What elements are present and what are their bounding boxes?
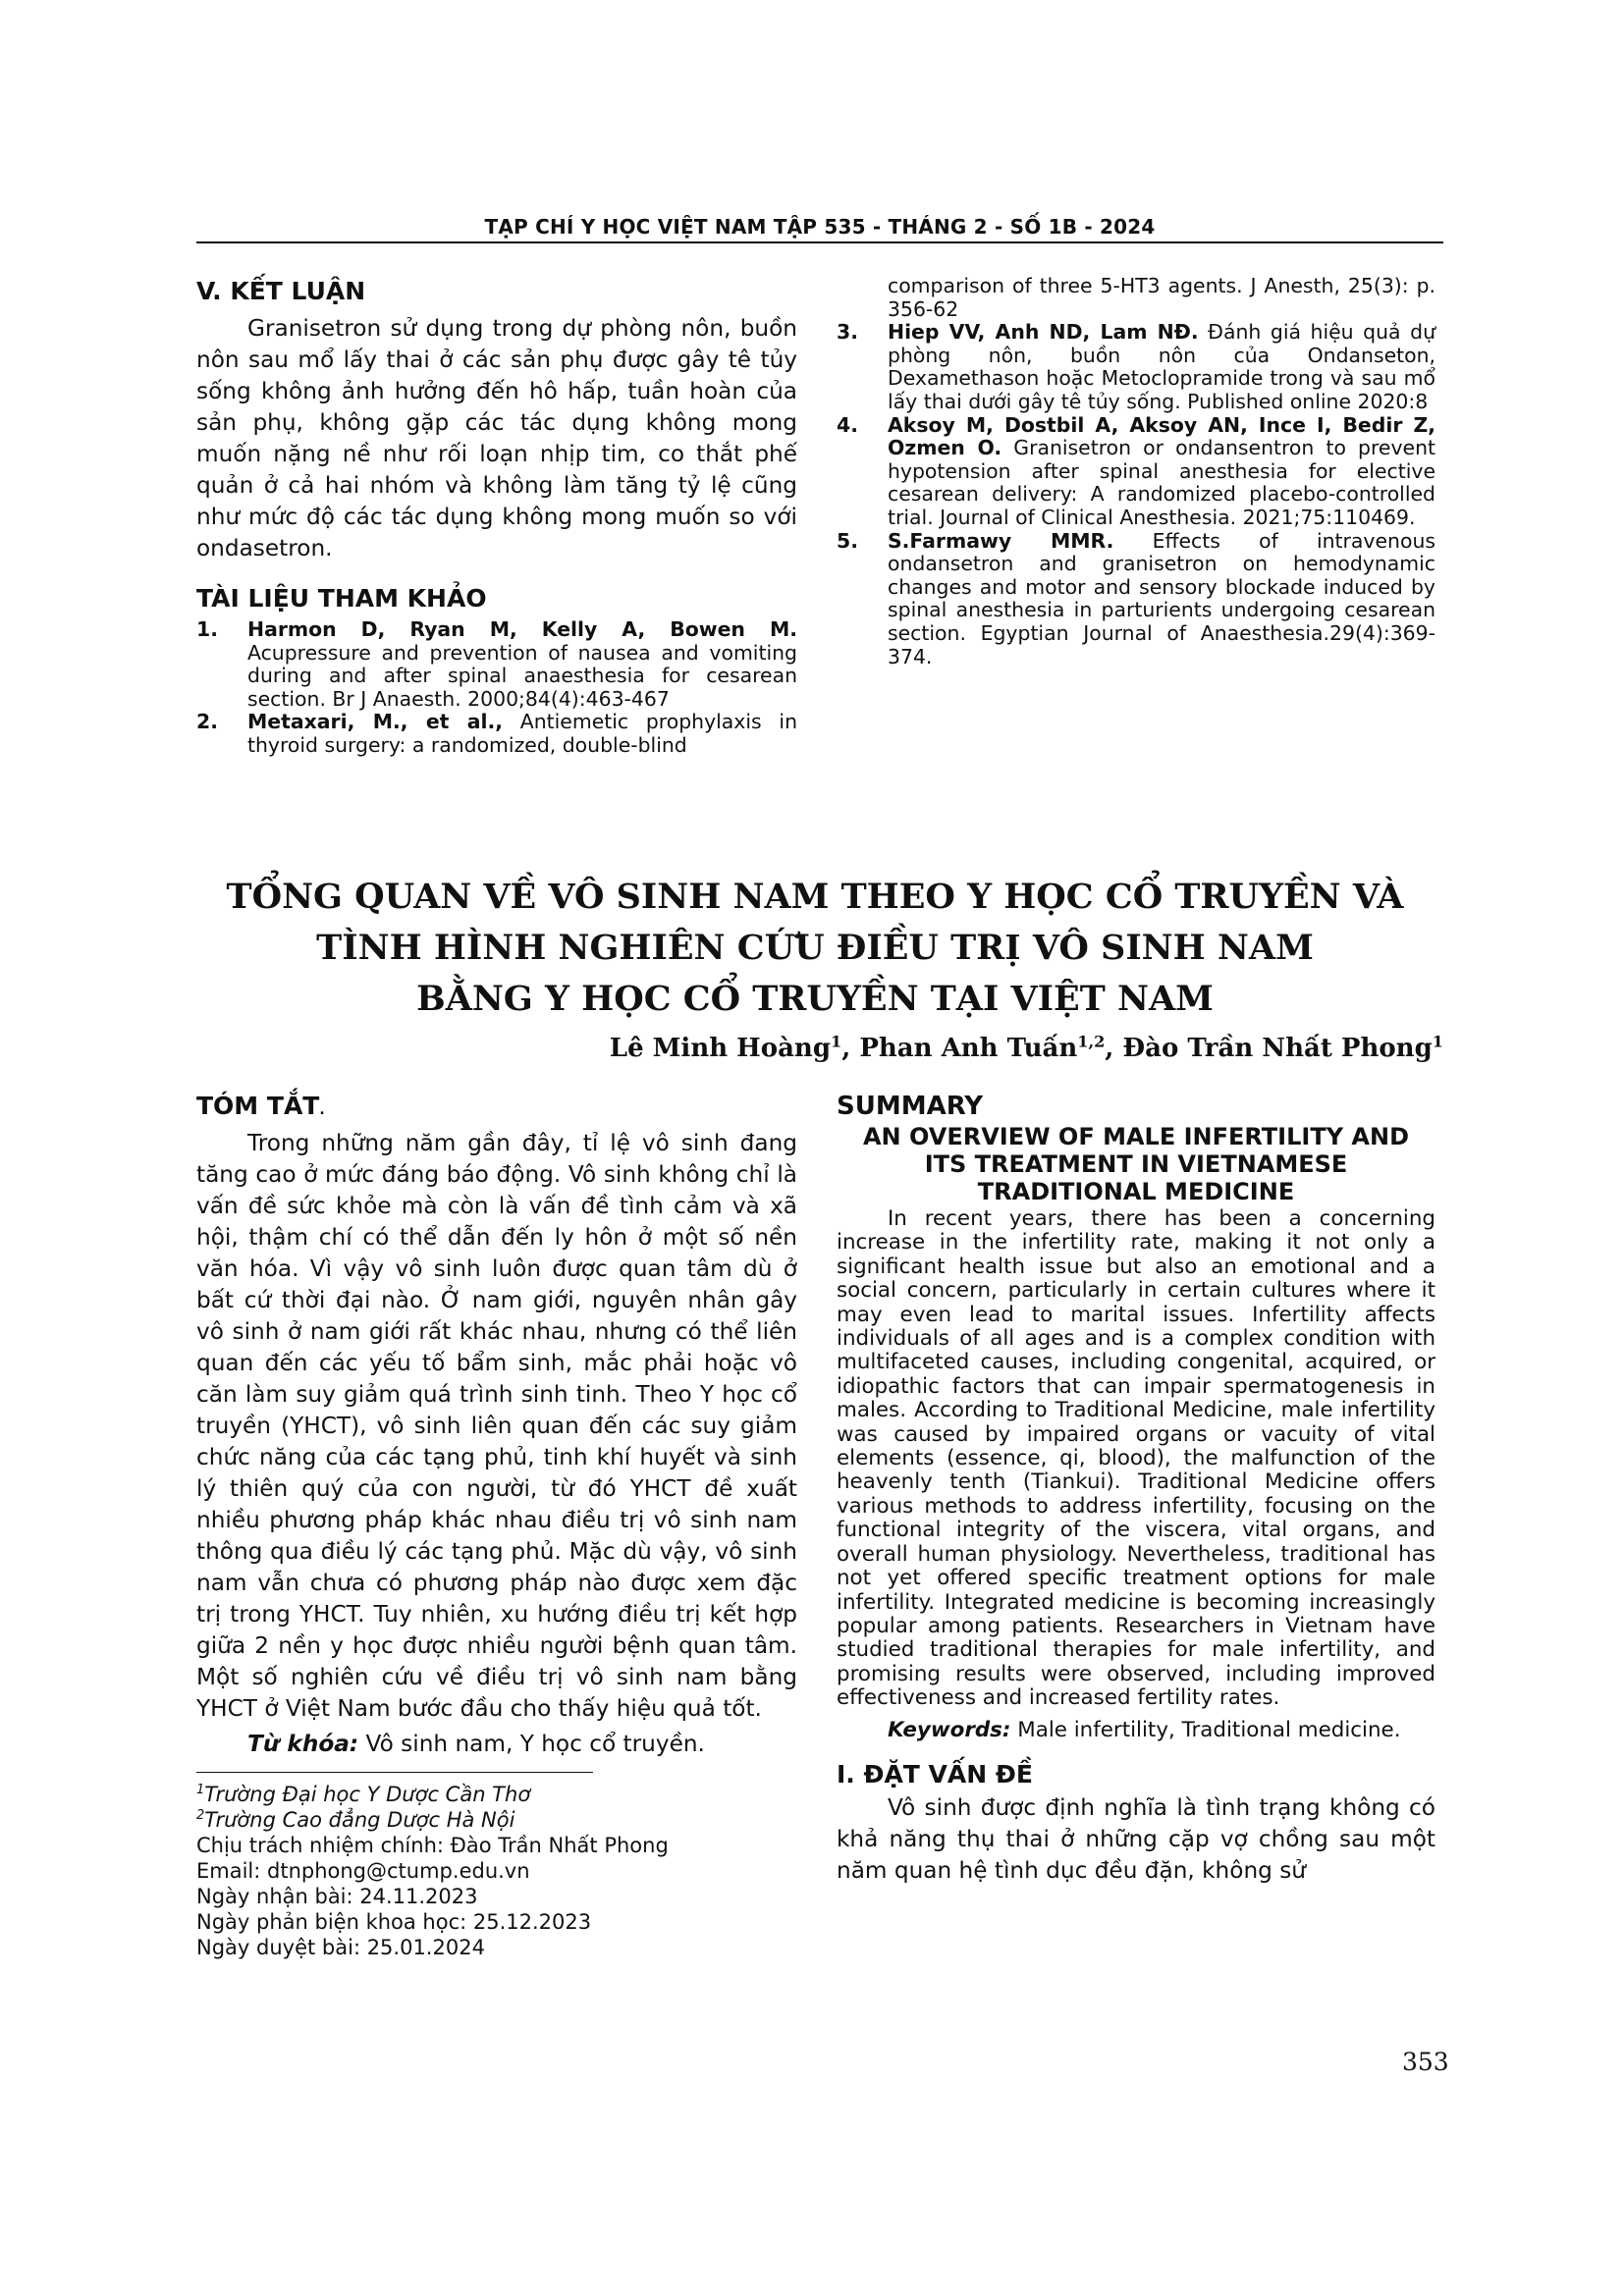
reference-item <box>837 530 1435 669</box>
abstract-vi-text: Trong những năm gần đây, tỉ lệ vô sinh đang tăng cao ở mức đáng báo động. Vô sinh không chỉ là vấn đề sức khỏe mà còn là vấn đề tình cảm và xã hội, thậm chí có thể dẫn đến ly hôn ở một số nền văn hóa. Vì vậy vô sinh luôn được quan tâm dù ở bất cứ thời đại nào. Ở nam giới, nguyên nhân gây vô sinh ở nam giới rất khác nhau, nhưng có thể liên quan đến các yếu tố bẩm sinh, mắc phải hoặc vô căn làm suy giảm quá trình sinh tinh. Theo Y học cổ truyền (YHCT), vô sinh liên quan đến các suy giảm chức năng của các tạng phủ, tinh khí huyết và sinh lý thiên quý của con người, từ đó YHCT đề xuất nhiều phương pháp khác nhau điều trị vô sinh nam thông qua điều lý các tạng phủ. Mặc dù vậy, vô sinh nam vẫn chưa có phương pháp nào được xem đặc trị trong YHCT. Tuy nhiên, xu hướng điều trị kết hợp giữa 2 nền y học được nhiều người bệnh quan tâm. Một số nghiên cứu về điều trị vô sinh nam bằng YHCT ở Việt Nam bước đầu cho thấy hiệu quả tốt. <box>196 1130 797 1722</box>
reference-authors: Metaxari, M., et al., <box>247 710 504 734</box>
authors-line: Lê Minh Hoàng$^1$, Phan Anh Tuấn$^{1,2}$, Đào Trần Nhất Phong$^1$ <box>609 1032 1443 1063</box>
reference-number: 3. <box>837 320 858 345</box>
page-number: 353 <box>1402 2048 1449 2076</box>
keywords-label: Keywords: <box>888 1717 1011 1742</box>
footnote-affiliation-2: $^2$Trường Cao đẳng Dược Hà Nội <box>196 1808 515 1832</box>
reference-item <box>196 618 797 711</box>
author-name: Lê Minh Hoàng <box>609 1034 832 1063</box>
reference-text: Đánh giá hiệu quả dự phòng nôn, buồn nôn của Ondanseton, Dexamethason hoặc Metoclopramide trong và sau mổ lấy thai dưới gây tê tủy sống. Published online 2020:8 <box>888 320 1435 413</box>
reference-item <box>837 414 1435 530</box>
keywords-label: Từ khóa: <box>247 1731 359 1757</box>
keywords-text: Vô sinh nam, Y học cổ truyền. <box>358 1731 705 1757</box>
reference-item <box>196 711 797 757</box>
reference-text: Antiemetic prophylaxis in thyroid surgery: a randomized, double-blind <box>247 710 797 757</box>
running-header: TẠP CHÍ Y HỌC VIỆT NAM TẬP 535 - THÁNG 2 - SỐ 1B - 2024 <box>484 215 1156 239</box>
conclusion-heading: V. KẾT LUẬN <box>196 277 366 305</box>
reference-authors: Aksoy M, Dostbil A, Aksoy AN, Ince I, Bedir Z, Ozmen O. <box>888 412 1435 460</box>
reference-number: 4. <box>837 412 858 437</box>
summary-title-line: ITS TREATMENT IN VIETNAMESE <box>924 1150 1348 1178</box>
author-affiliation: 1 <box>831 1032 842 1051</box>
article-title-line: TỔNG QUAN VỀ VÔ SINH NAM THEO Y HỌC CỔ TRUYỀN VÀ <box>226 877 1404 917</box>
reference-text: Effects of intravenous ondansetron and granisetron on hemodynamic changes and motor and sensory blockade induced by spinal anesthesia in parturients undergoing cesarean section. Egyptian Journal of Anaesthesia.29(4):369-374. <box>888 528 1435 668</box>
introduction-heading: I. ĐẶT VẤN ĐỀ <box>837 1759 1033 1789</box>
author-name: Phan Anh Tuấn <box>859 1034 1078 1063</box>
reference-authors: S.Farmawy MMR. <box>888 528 1114 553</box>
reference-authors: Hiep VV, Anh ND, Lam NĐ. <box>888 320 1199 345</box>
summary-title-line: TRADITIONAL MEDICINE <box>977 1178 1295 1205</box>
article-title-line: BẰNG Y HỌC CỔ TRUYỀN TẠI VIỆT NAM <box>416 979 1214 1019</box>
abstract-vi-section <box>196 1092 797 1760</box>
summary-text: In recent years, there has been a concerning increase in the infertility rate, making it not only a significant health issue but also an emotional and a social concern, particularly in certain cultures where it may even lead to marital issues. Infertility affects individuals of all ages and is a complex condition with multifaceted causes, including congenital, acquired, or idiopathic factors that can impair spermatogenesis in males. According to Traditional Medicine, male infertility was caused by impaired organs or vacuity of vital elements (essence, qi, blood), the malfunction of the heavenly tenth (Tiankui). Traditional Medicine offers various methods to address infertility, focusing on the functional integrity of the viscera, vital organs, and overall human physiology. Nevertheless, traditional has not yet offered specific treatment options for male infertility. Integrated medicine is becoming increasingly popular among patients. Researchers in Vietnam have studied traditional therapies for male infertility, and promising results were observed, including improved effectiveness and increased fertility rates. <box>837 1206 1435 1711</box>
reference-text: Granisetron or ondansentron to prevent hypotension after spinal anesthesia for elective cesarean delivery: A randomized placebo-controlled trial. Journal of Clinical Anesthesia. 2021;75:110469. <box>888 436 1435 529</box>
introduction-text: Vô sinh được định nghĩa là tình trạng không có khả năng thụ thai ở những cặp vợ chồng sau một năm quan hệ tình dục đều đặn, không sử <box>837 1793 1435 1884</box>
references-heading: TÀI LIỆU THAM KHẢO <box>196 584 487 613</box>
footnote-affiliation-1: $^1$Trường Đại học Y Dược Cần Thơ <box>196 1783 531 1806</box>
abstract-vi-heading-text: TÓM TẮT <box>196 1092 320 1120</box>
reference-number: 5. <box>837 528 858 553</box>
author-affiliation: 1,2 <box>1077 1032 1106 1051</box>
abstract-vi-heading <box>196 1092 797 1120</box>
summary-en-section <box>837 1092 1435 1887</box>
reference-text: Acupressure and prevention of nausea and vomiting during and after spinal anaesthesia for cesarean section. Br J Anaesth. 2000;84(4):463-467 <box>247 640 797 711</box>
footnote-reviewed: Ngày phản biện khoa học: 25.12.2023 <box>196 1910 592 1934</box>
footnote-responsible: Chịu trách nhiệm chính: Đào Trần Nhất Phong <box>196 1834 669 1857</box>
footnote-affiliation-2-text: Trường Cao đẳng Dược Hà Nội <box>204 1808 515 1832</box>
references-list-col1 <box>196 618 797 758</box>
conclusion-section <box>196 277 797 758</box>
header-rule <box>196 241 1443 243</box>
abstract-vi-heading-suffix: . <box>319 1102 325 1118</box>
references-col2 <box>837 275 1435 668</box>
reference-number: 2. <box>196 710 218 734</box>
footnote-affiliation-1-text: Trường Đại học Y Dược Cần Thơ <box>204 1783 531 1806</box>
footnote-received: Ngày nhận bài: 24.11.2023 <box>196 1885 478 1908</box>
footnote-email: Email: dtnphong@ctump.edu.vn <box>196 1859 530 1883</box>
reference-authors: Harmon D, Ryan M, Kelly A, Bowen M. <box>247 617 797 641</box>
article-title-line: TÌNH HÌNH NGHIÊN CỨU ĐIỀU TRỊ VÔ SINH NAM <box>316 928 1314 968</box>
summary-title <box>837 1123 1435 1205</box>
summary-title-line: AN OVERVIEW OF MALE INFERTILITY AND <box>862 1123 1410 1150</box>
summary-keywords <box>837 1719 1435 1742</box>
article-title <box>177 872 1453 1025</box>
reference-continuation: comparison of three 5-HT3 agents. J Anesth, 25(3): p. 356-62 <box>888 274 1435 321</box>
reference-number: 1. <box>196 617 218 641</box>
summary-heading: SUMMARY <box>837 1092 984 1121</box>
author-name: Đào Trần Nhất Phong <box>1122 1034 1433 1063</box>
conclusion-text: Granisetron sử dụng trong dự phòng nôn, buồn nôn sau mổ lấy thai ở các sản phụ được gây tê tủy sống không ảnh hưởng đến hô hấp, tuần hoàn của sản phụ, không gặp các tác dụng không mong muốn nặng nề như rối loạn nhịp tim, co thắt phế quản ở cả hai nhóm và không làm tăng tỷ lệ cũng như mức độ các tác dụng không mong muốn so với ondasetron. <box>196 315 797 561</box>
author-affiliation: 1 <box>1432 1032 1443 1051</box>
footnote-rule <box>196 1772 593 1773</box>
footnotes <box>196 1782 797 1960</box>
reference-item <box>837 321 1435 413</box>
references-list-col2 <box>837 321 1435 668</box>
abstract-vi-keywords <box>196 1729 797 1760</box>
footnote-accepted: Ngày duyệt bài: 25.01.2024 <box>196 1936 485 1959</box>
keywords-text: Male infertility, Traditional medicine. <box>1010 1717 1401 1742</box>
